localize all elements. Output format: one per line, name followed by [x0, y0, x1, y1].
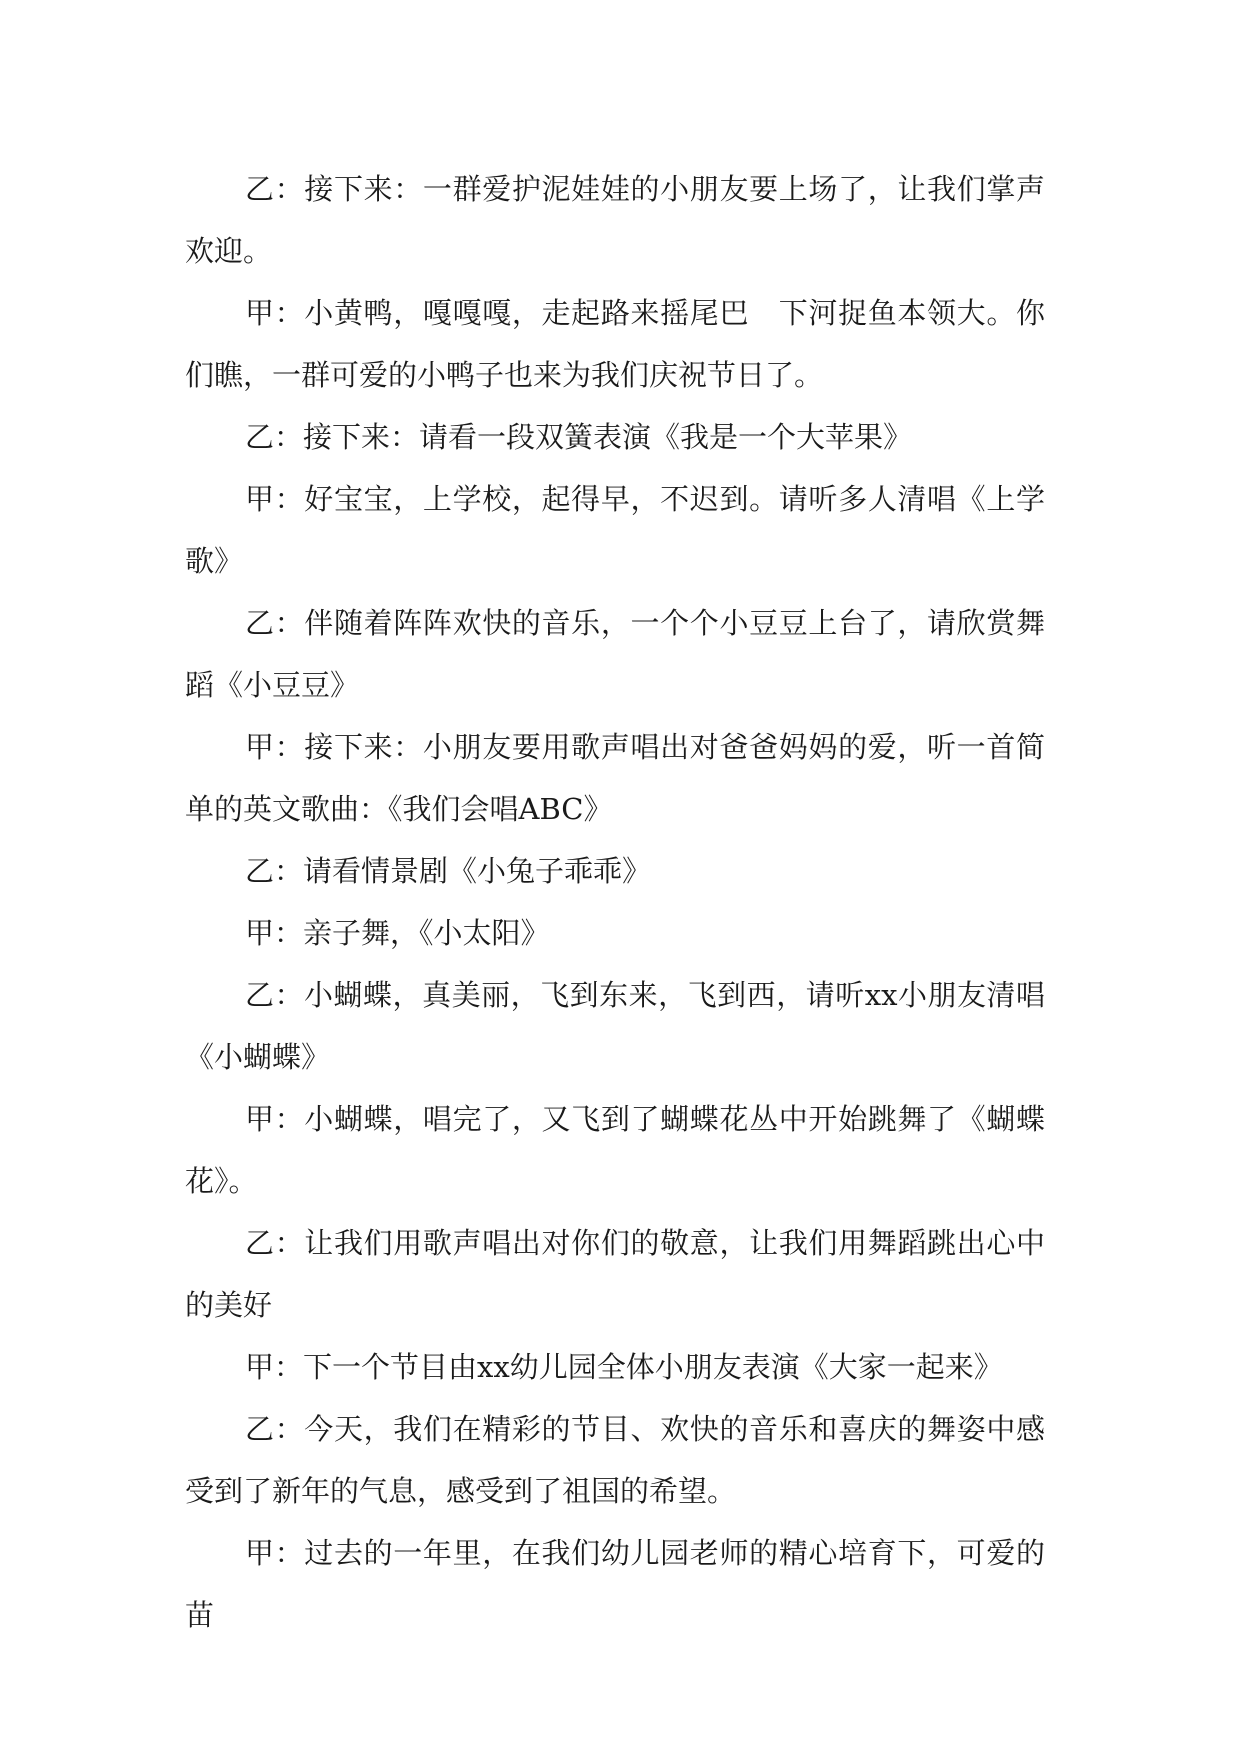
paragraph: 甲：接下来：小朋友要用歌声唱出对爸爸妈妈的爱，听一首简单的英文歌曲：《我们会唱ABC》 — [185, 730, 1045, 826]
paragraph: 甲：下一个节目由xx幼儿园全体小朋友表演《大家一起来》 — [245, 1350, 1003, 1384]
paragraph: 乙：请看情景剧《小兔子乖乖》 — [245, 854, 652, 888]
paragraph: 甲：过去的一年里，在我们幼儿园老师的精心培育下，可爱的苗 — [185, 1536, 1045, 1632]
paragraph: 甲：小黄鸭，嘎嘎嘎，走起路来摇尾巴 下河捉鱼本领大。你们瞧，一群可爱的小鸭子也来为我们庆祝节日了。 — [185, 296, 1045, 392]
paragraph: 甲：亲子舞，《小太阳》 — [245, 916, 550, 950]
paragraph: 乙：今天，我们在精彩的节目、欢快的音乐和喜庆的舞姿中感受到了新年的气息，感受到了祖国的希望。 — [185, 1412, 1045, 1508]
document-body — [185, 158, 1045, 1646]
paragraph: 甲：小蝴蝶，唱完了，又飞到了蝴蝶花丛中开始跳舞了《蝴蝶花》。 — [185, 1102, 1045, 1198]
paragraph: 乙：接下来：一群爱护泥娃娃的小朋友要上场了，让我们掌声欢迎。 — [185, 172, 1045, 268]
paragraph: 乙：伴随着阵阵欢快的音乐，一个个小豆豆上台了，请欣赏舞蹈《小豆豆》 — [185, 606, 1045, 702]
paragraph: 乙：接下来：请看一段双簧表演《我是一个大苹果》 — [245, 420, 913, 454]
paragraph: 乙：让我们用歌声唱出对你们的敬意，让我们用舞蹈跳出心中的美好 — [185, 1226, 1045, 1322]
paragraph: 甲：好宝宝，上学校，起得早，不迟到。请听多人清唱《上学歌》 — [185, 482, 1045, 578]
paragraph: 乙：小蝴蝶，真美丽，飞到东来，飞到西，请听xx小朋友清唱《小蝴蝶》 — [185, 978, 1045, 1074]
